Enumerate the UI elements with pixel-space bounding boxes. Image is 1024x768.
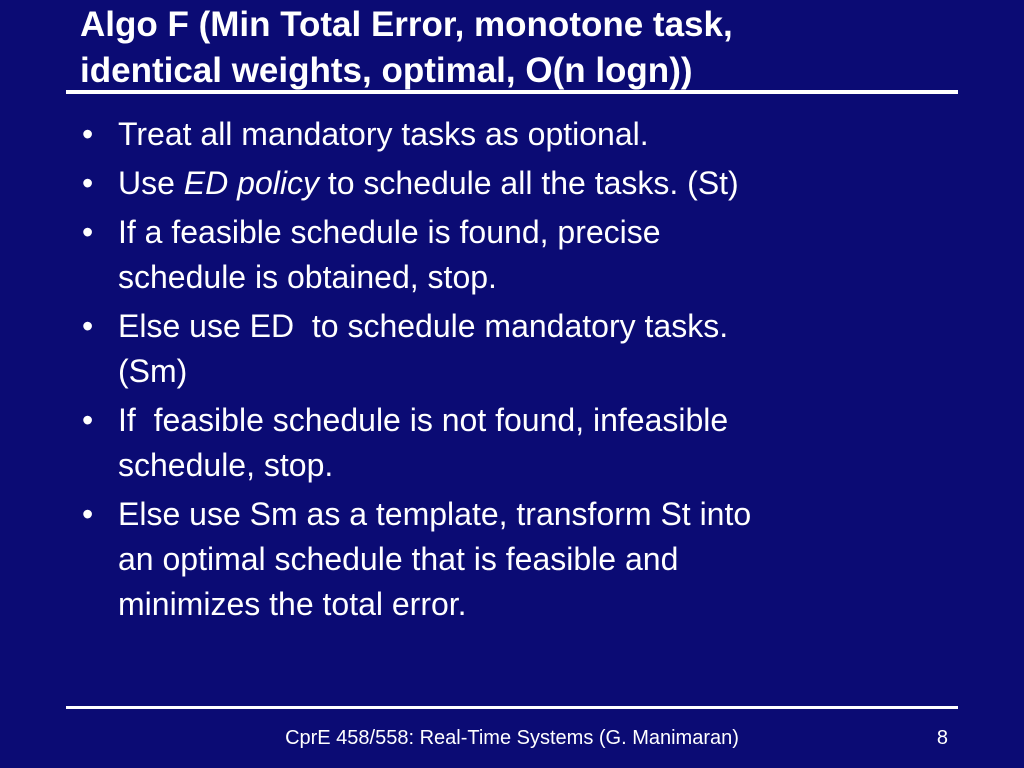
bullet-line: schedule, stop.	[118, 447, 334, 483]
bullet-line: If a feasible schedule is found, precise	[118, 214, 661, 250]
slide-title	[80, 2, 960, 94]
bullet-line: (Sm)	[118, 353, 188, 389]
bullet-text	[118, 116, 649, 152]
bullet-emphasis: ED policy	[183, 165, 319, 201]
bullet-item-template-transform	[78, 492, 958, 627]
bullet-line: Else use ED to schedule mandatory tasks.	[118, 308, 729, 344]
slide-title-line-1: Algo F (Min Total Error, monotone task,	[80, 5, 733, 44]
bullet-text	[118, 165, 739, 201]
bullet-dot-icon: •	[82, 214, 94, 250]
slide-title-line-2: identical weights, optimal, O(n logn))	[80, 51, 693, 90]
bullet-suffix: to schedule all the tasks. (St)	[318, 165, 739, 201]
bullet-line: schedule is obtained, stop.	[118, 259, 497, 295]
bullet-prefix: Use	[118, 165, 184, 201]
bullet-text	[118, 308, 728, 389]
slide-page-number: 8	[936, 727, 948, 749]
bullet-dot-icon: •	[82, 165, 94, 201]
footer-divider	[66, 706, 958, 709]
bullet-text	[118, 402, 728, 483]
bullet-dot-icon: •	[82, 496, 94, 532]
bullet-text	[118, 214, 661, 295]
bullet-list	[78, 112, 958, 631]
bullet-item-mandatory-ed	[78, 304, 958, 394]
bullet-dot-icon: •	[82, 116, 94, 152]
title-divider	[66, 90, 958, 94]
bullet-item-treat-mandatory	[78, 112, 958, 157]
bullet-item-ed-policy	[78, 161, 958, 206]
bullet-line: Treat all mandatory tasks as optional.	[118, 116, 649, 152]
bullet-dot-icon: •	[82, 402, 94, 438]
bullet-line: If feasible schedule is not found, infeasible	[118, 402, 729, 438]
slide-footer: CprE 458/558: Real-Time Systems (G. Manimaran)	[285, 727, 739, 749]
bullet-line: minimizes the total error.	[118, 586, 467, 622]
bullet-dot-icon: •	[82, 308, 94, 344]
bullet-text	[118, 496, 751, 622]
bullet-line: Else use Sm as a template, transform St into	[118, 496, 752, 532]
bullet-item-feasible-found	[78, 210, 958, 300]
bullet-item-infeasible	[78, 398, 958, 488]
bullet-line: an optimal schedule that is feasible and	[118, 541, 679, 577]
